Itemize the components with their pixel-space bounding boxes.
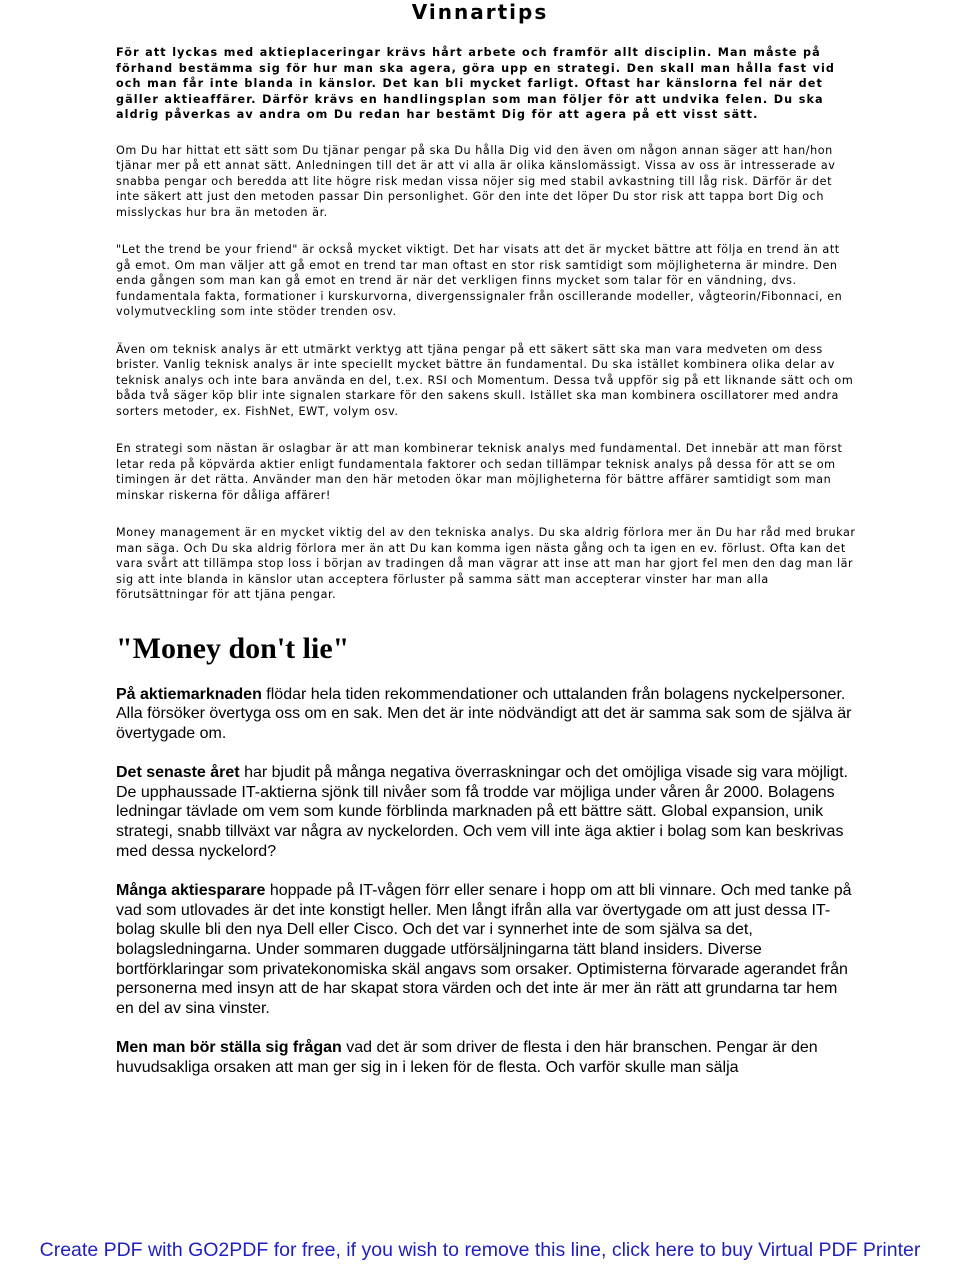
page-title: Vinnartips [411, 0, 549, 24]
section-paragraph-1 [116, 685, 856, 744]
body-paragraph-4: En strategi som nästan är oslagbar är att man kombinerar teknisk analys med fundamental. Det innebär att man först letar reda på köpvärda aktier enligt fundamentala faktorer och sedan tillämpar teknisk analys på dessa för att se om timingen är det rätta. Använder man den här metoden ökar man möjligheterna för bättre affärer samtidigt som man minskar riskerna för dåliga affärer! [116, 442, 843, 502]
section-paragraph-3 [116, 881, 856, 1018]
body-paragraph-3: Även om teknisk analys är ett utmärkt verktyg att tjäna pengar på ett säkert sätt ska man vara medveten om dess brister. Vanlig teknisk analys är inte speciellt mycket bättre än fundamental. Du ska istället kombinera olika delar av teknisk analys och inte bara använda en del, t.ex. RSI och Momentum. Dessa två uppför sig på ett liknande sätt och om båda två säger köp blir inte signalen starkare för den sakens skull. Istället ska man kombinera oscillatorer med andra sorters metoder, ex. FishNet, EWT, volym osv. [116, 342, 854, 418]
section-paragraph-2 [116, 763, 856, 861]
section-heading: "Money don't lie" [116, 631, 350, 665]
body-paragraph-1: Om Du har hittat ett sätt som Du tjänar pengar på ska Du hålla Dig vid den även om någon annan säger att han/hon tjänar mer på ett annat sätt. Anledningen till det är att vi alla är olika känslomässigt. Vissa av oss är intresserade av snabba pengar och beredda att lite högre risk medan vissa nöjer sig med stabil avkastning till låg risk. Därför är det inte säkert att just den metoden passar Din personlighet. Gör den inte det löper Du stor risk att tappa bort Dig och misslyckas hur bra än metoden är. [116, 143, 836, 219]
section-paragraph-lead: Det senaste året [116, 764, 240, 782]
section-paragraph-text: flödar hela tiden rekommendationer och uttalanden från bolagens nyckelpersoner. Alla försöker övertyga oss om en sak. Men det är inte nödvändigt att det är samma sak som de själva är övertygade om. [116, 685, 852, 742]
section-paragraph-lead: Många aktiesparare [116, 882, 266, 900]
body-paragraph-5: Money management är en mycket viktig del av den tekniska analys. Du ska aldrig förlora mer än Du har råd med brukar man säga. Och Du ska aldrig förlora mer än att Du kan komma igen nästa gång och ta igen en ev. förlust. Ofta kan det vara svårt att tillämpa stop loss i början av tradingen då man vägrar att inse att man har gjort fel men den dag man lär sig att inte blanda in känslor utan acceptera förluster på samma sätt man accepterar vinster har man alla förutsättningar för att tjäna pengar. [116, 526, 856, 601]
section-paragraph-text: har bjudit på många negativa överraskningar och det omöjliga visade sig vara möjligt. De upphaussade IT-aktierna sjönk till nivåer som få trodde var möjliga under våren år 2000. Bolagens ledningar tävlade om vem som kunde förblinda marknaden på ett bättre sätt. Global expansion, unik strategi, snabb tillväxt var några av nyckelorden. Och vem vill inte äga aktier i bolag som kan beskrivas med dessa nyckelord? [116, 764, 848, 860]
body-paragraph-2: "Let the trend be your friend" är också mycket viktigt. Det har visats att det är mycket bättre att följa en trend än att gå emot. Om man väljer att gå emot en trend tar man oftast en stor risk samtidigt som möjligheterna är mindre. Den enda gången som man kan gå emot en trend är när det verkligen finns mycket som talar för en vändning, dvs. fundamentala fakta, formationer i kurskurvorna, divergenssignaler från oscillerande modeller, vågteorin/Fibonnaci, en volymutveckling som inte stöder trenden osv. [116, 243, 843, 318]
go2pdf-footer-link[interactable]: Create PDF with GO2PDF for free, if you wish to remove this line, click here to buy Virtual PDF Printer [39, 1239, 921, 1261]
document-body [116, 45, 856, 1098]
section-paragraph-4 [116, 1038, 856, 1077]
section-paragraph-text: hoppade på IT-vågen förr eller senare i hopp om att bli vinnare. Och med tanke på vad som utlovades är det inte konstigt heller. Men långt ifrån alla var övertygade om att just dessa IT-bolag skulle bli den nya Dell eller Cisco. Och det var i synnerhet inte de som själva sa det, bolagsledningarna. Under sommaren duggade utförsäljningarna tätt bland insiders. Diverse bortförklaringar som privatekonomiska skäl angavs som orsaker. Optimisterna förvarade agerandet från personerna med insyn att de har skapat stora värden och det inte är mer än rätt att grundarna tar hem en del av sina vinster. [116, 882, 852, 1017]
intro-paragraph: För att lyckas med aktieplaceringar krävs hårt arbete och framför allt disciplin. Man måste på förhand bestämma sig för hur man ska agera, göra upp en strategi. Den skall man hålla fast vid och man får inte blanda in känslor. Det kan bli mycket farligt. Oftast har känslorna fel när det gäller aktieaffärer. Därför krävs en handlingsplan som man följer för att undvika felen. Du ska aldrig påverkas av andra om Du redan har bestämt Dig för att agera på ett visst sätt. [116, 46, 836, 121]
section-paragraph-lead: På aktiemarknaden [116, 685, 262, 703]
section-paragraph-lead: Men man bör ställa sig frågan [116, 1039, 342, 1057]
section-paragraph-text: vad det är som driver de flesta i den här branschen. Pengar är den huvudsakliga orsaken att man ger sig in i leken för de flesta. Och varför skulle man sälja [116, 1039, 818, 1076]
